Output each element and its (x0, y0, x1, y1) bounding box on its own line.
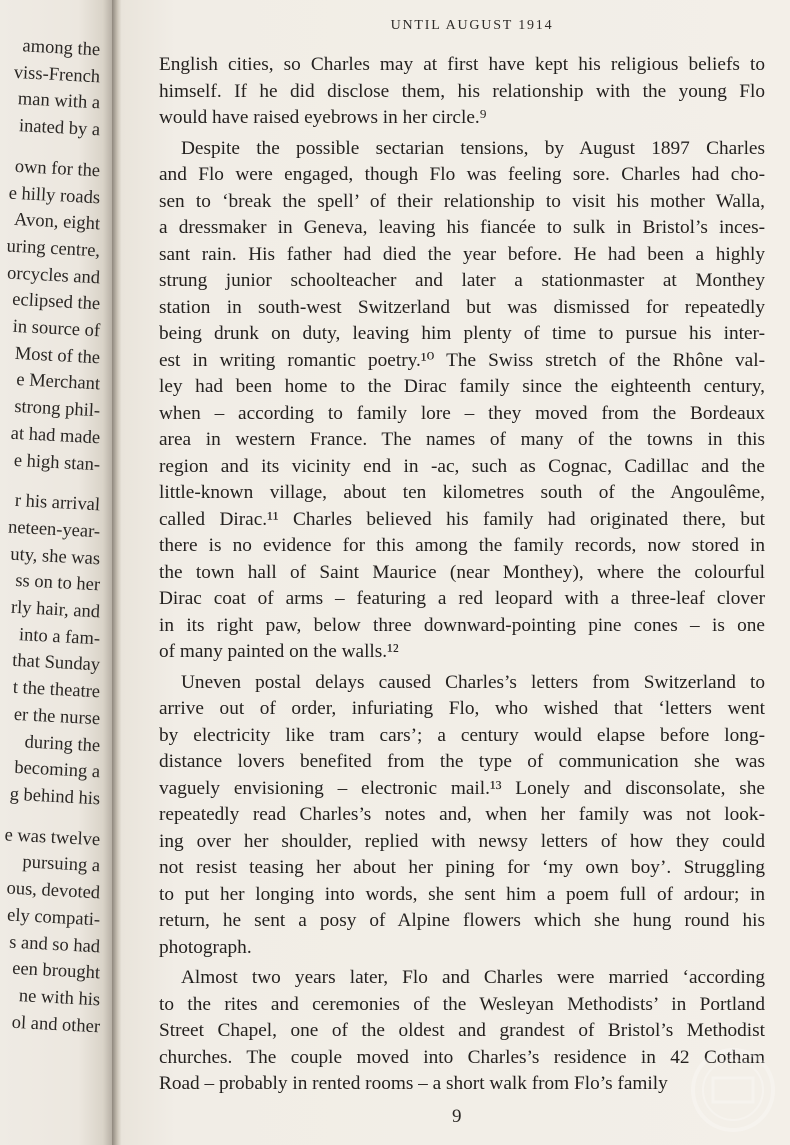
text-line: there is no evidence for this among the family records, now stored in (159, 535, 765, 556)
facing-page-line: orcycles and (6, 263, 101, 288)
text-line: the town hall of Saint Maurice (near Monthey), where the colourful (159, 561, 765, 583)
facing-page-line: ely compati- (6, 905, 101, 931)
text-line: repeatedly read Charles’s notes and, when her family was not look- (159, 804, 765, 825)
text-line: being drunk on duty, leaving him plenty of time to pursue his inter- (159, 323, 765, 344)
text-line: Road – probably in rented rooms – a short walk from Flo’s family (159, 1073, 668, 1094)
text-line: Despite the possible sectarian tensions, by August 1897 Charles (181, 137, 765, 159)
facing-page-line: g behind his (9, 784, 101, 810)
facing-page-line: e was twelve (4, 825, 101, 851)
text-line: photograph. (159, 936, 252, 958)
text-line: of many painted on the walls.¹² (159, 641, 399, 662)
text-line: vaguely envisioning – electronic mail.¹³ Lonely and disconsolate, she (159, 777, 765, 799)
text-line: sant rain. His father had died the year before. He had been a highly (159, 243, 765, 265)
text-line: return, he sent a posy of Alpine flowers which she hung round his (159, 910, 765, 931)
paragraph (159, 965, 765, 1098)
paragraph (159, 670, 765, 962)
text-line: region and its vicinity end in -ac, such as Cognac, Cadillac and the (159, 455, 765, 477)
facing-page-line: t the theatre (12, 677, 101, 703)
facing-page-line: man with a (17, 89, 101, 114)
facing-page-line: neteen-year- (7, 517, 101, 543)
facing-page-line: inated by a (18, 116, 101, 141)
facing-page-line: becoming a (13, 758, 101, 783)
watermark-stamp-icon (678, 1040, 788, 1140)
facing-page-line: uty, she was (9, 544, 101, 570)
facing-page-line: viss-French (13, 62, 101, 88)
facing-page-text (0, 38, 112, 1041)
facing-page-line: Avon, eight (13, 210, 101, 235)
facing-page-left (0, 0, 112, 1145)
facing-page-line: er the nurse (13, 704, 101, 730)
facing-page-line: into a fam- (18, 624, 101, 650)
paragraph (159, 52, 765, 132)
book-gutter (112, 0, 122, 1145)
page-number: 9 (452, 1106, 462, 1127)
facing-page-line: ous, devoted (6, 878, 101, 904)
text-line: ley had been home to the Dirac family since the eighteenth century, (159, 376, 765, 397)
text-line: a dressmaker in Geneva, leaving his fiancée to sulk in Bristol’s inces- (159, 217, 765, 238)
facing-page-line: e Merchant (15, 370, 101, 395)
text-line: station in south-west Switzerland but was dismissed for repeatedly (159, 296, 765, 318)
facing-page-line: r his arrival (14, 491, 101, 516)
text-line: himself. If he did disclose them, his relationship with the young Flo (159, 80, 765, 102)
text-line: churches. The couple moved into Charles’s residence in 42 Cotham (159, 1046, 765, 1068)
text-line: strung junior schoolteacher and later a stationmaster at Monthey (159, 270, 765, 291)
running-head: UNTIL AUGUST 1914 (390, 18, 554, 33)
facing-page-line: in source of (12, 316, 101, 342)
facing-page-line: e hilly roads (8, 183, 101, 208)
text-line: Almost two years later, Flo and Charles were married ‘according (181, 967, 765, 988)
text-line: little-known village, about ten kilometres south of the Angoulême, (159, 482, 765, 503)
text-line: ing over her shoulder, replied with newsy letters of how they could (159, 830, 765, 852)
paragraph (159, 136, 765, 666)
facing-page-line: pursuing a (22, 852, 101, 877)
facing-page-line: at had made (10, 423, 101, 449)
text-line: area in western France. The names of many of the towns in this (159, 429, 765, 450)
text-line: English cities, so Charles may at first have kept his religious beliefs to (159, 54, 765, 75)
text-line: Street Chapel, one of the oldest and grandest of Bristol’s Methodist (159, 1020, 765, 1041)
text-line: arrive out of order, infuriating Flo, who wished that ‘letters went (159, 698, 765, 719)
text-line: est in writing romantic poetry.¹⁰ The Swiss stretch of the Rhône val- (159, 349, 765, 371)
book-page-right (122, 0, 790, 1145)
facing-page-line: during the (24, 732, 101, 756)
facing-page-line: ss on to her (14, 571, 101, 596)
facing-page-line: rly hair, and (10, 597, 101, 623)
text-line: in its right paw, below three downward-pointing pine cones – is one (159, 614, 765, 636)
text-line: by electricity like tram cars’; a century would elapse before long- (159, 724, 765, 746)
facing-page-line: ol and other (11, 1012, 101, 1037)
facing-page-line: s and so had (8, 932, 101, 957)
text-line: sen to ‘break the spell’ of their relationship to visit his mother Walla, (159, 190, 765, 212)
text-line: called Dirac.¹¹ Charles believed his family had originated there, but (159, 508, 765, 530)
facing-page-line: uring centre, (6, 236, 101, 262)
text-line: Uneven postal delays caused Charles’s letters from Switzerland to (181, 671, 765, 693)
facing-page-line: eclipsed the (11, 290, 101, 315)
facing-page-line: een brought (11, 958, 101, 984)
facing-page-line: e high stan- (13, 450, 101, 475)
body-text (159, 52, 765, 1098)
text-line: Dirac coat of arms – featuring a red leopard with a three-leaf clover (159, 588, 765, 609)
facing-page-line: own for the (14, 156, 101, 182)
text-line: not resist teasing her about her pining for ‘my own boy’. Struggling (159, 857, 765, 878)
text-line: and Flo were engaged, though Flo was feeling sore. Charles had cho- (159, 164, 765, 185)
text-line: distance lovers benefited from the type of communication she was (159, 751, 765, 772)
text-line: to put her longing into words, she sent him a poem full of ardour; in (159, 883, 765, 905)
facing-page-line: ne with his (18, 986, 101, 1011)
facing-page-line: that Sunday (11, 651, 101, 676)
facing-page-line: among the (22, 36, 101, 61)
text-line: when – according to family lore – they moved from the Bordeaux (159, 402, 765, 424)
text-line: would have raised eyebrows in her circle.⁹ (159, 107, 487, 128)
text-line: to the rites and ceremonies of the Wesleyan Methodists’ in Portland (159, 993, 765, 1015)
facing-page-line: Most of the (14, 343, 101, 369)
facing-page-line: strong phil- (13, 397, 101, 422)
